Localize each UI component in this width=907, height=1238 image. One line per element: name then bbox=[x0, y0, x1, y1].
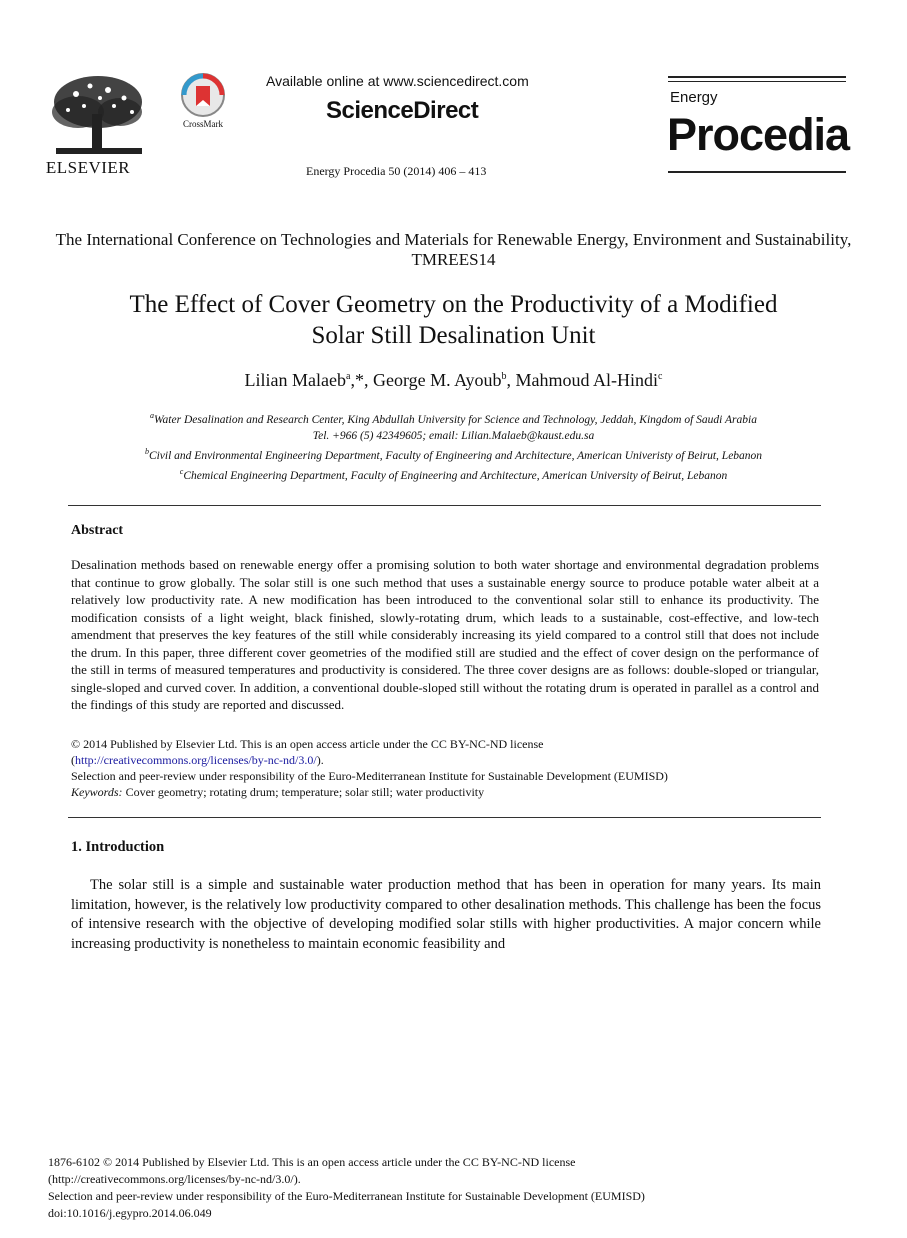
keywords-label: Keywords: bbox=[71, 785, 123, 799]
elsevier-logo bbox=[28, 72, 148, 182]
author-name: George M. Ayoub bbox=[372, 370, 502, 390]
abstract-heading: Abstract bbox=[71, 523, 124, 538]
author-name: Mahmoud Al-Hindi bbox=[515, 370, 658, 390]
doi[interactable]: doi:10.1016/j.egypro.2014.06.049 bbox=[48, 1206, 212, 1220]
intro-paragraph: The solar still is a simple and sustainable water production method that has been in operation for many years. Its main limitation, however, is the relatively low productivity compared to other desalination methods. This challenge has been the focus of intensive research with the objective of developing modified solar stills with higher productivities. A major concern while increasing productivity is nonetheless to maintain economic feasibility and bbox=[71, 877, 821, 952]
crossmark-label: CrossMark bbox=[183, 119, 223, 129]
peer-review-note: Selection and peer-review under responsibility of the Euro-Mediterranean Institute for Sustainable Development (EUMISD) bbox=[71, 769, 668, 783]
footer-copyright: 1876-6102 © 2014 Published by Elsevier Ltd. This is an open access article under the CC BY-NC-ND license bbox=[48, 1155, 576, 1169]
license-link[interactable]: http://creativecommons.org/licenses/by-nc-nd/3.0/ bbox=[75, 753, 317, 767]
footer-license-link[interactable]: http://creativecommons.org/licenses/by-nc-nd/3.0/ bbox=[52, 1172, 294, 1186]
author-affil-mark: c bbox=[657, 371, 663, 382]
abstract-text: Desalination methods based on renewable energy offer a promising solution to both water shortage and environmental degradation problems that continue to grow globally. The solar still is one such method that uses a sustainable energy source to produce potable water albeit at a relatively low productivity rate. A new modification has been introduced to the conventional solar still to enhance its productivity. The modification consists of a light weight, black finished, slowly-rotating drum, which leads to a sustainable, cost-effective, and low-tech amendment that preserves the key features of the still while considerably increasing its yield compared to a control still that does not include the drum. In this paper, three different cover geometries of the modified still are studied and the effect of cover design on the performance of the still in terms of measured temperatures and productivity is considered. The three cover designs are as follows: double-sloped or triangular, single-sloped and curved cover. In addition, a conventional double-sloped still without the rotating drum is operated in parallel as a control and the findings of this study are reported and discussed. bbox=[71, 557, 819, 712]
author-affil-mark: a bbox=[346, 371, 351, 382]
keywords-line bbox=[71, 784, 819, 800]
title-line-1: The Effect of Cover Geometry on the Productivity of a Modified bbox=[129, 291, 778, 318]
author-name: Lilian Malaeb bbox=[244, 370, 347, 390]
divider-top bbox=[68, 505, 821, 506]
affiliation-line bbox=[50, 464, 857, 484]
journal-series: Energy bbox=[670, 89, 718, 106]
copyright-notice: © 2014 Published by Elsevier Ltd. This is an open access article under the CC BY-NC-ND license bbox=[71, 737, 544, 751]
journal-reference: Energy Procedia 50 (2014) 406 – 413 bbox=[306, 164, 487, 178]
publisher-name: ELSEVIER bbox=[45, 158, 131, 177]
page-footer bbox=[48, 1154, 848, 1222]
license-link-line: (http://creativecommons.org/licenses/by-nc-nd/3.0/). bbox=[71, 753, 324, 767]
crossmark-icon bbox=[172, 72, 234, 118]
affiliation-mark: a bbox=[150, 411, 155, 420]
author-separator: ,*, bbox=[350, 370, 373, 390]
affiliation-line bbox=[50, 428, 857, 444]
author-affil-mark: b bbox=[501, 371, 507, 382]
abstract-license bbox=[71, 736, 819, 800]
keywords: Cover geometry; rotating drum; temperature; solar still; water productivity bbox=[125, 785, 485, 799]
affiliation-text: Civil and Environmental Engineering Department, Faculty of Engineering and Architecture, American Univeristy of Beirut, Lebanon bbox=[148, 449, 763, 462]
sciencedirect-logo: ScienceDirect bbox=[326, 97, 479, 124]
affiliation-text: Water Desalination and Research Center, King Abdullah University for Science and Technology, Jeddah, Kingdom of Saudi Arabia bbox=[154, 413, 757, 426]
conference-name: The International Conference on Technologies and Materials for Renewable Energy, Environment and Sustainability, TMREES14 bbox=[55, 230, 852, 269]
footer-peer-review: Selection and peer-review under responsibility of the Euro-Mediterranean Institute for Sustainable Development (EUMISD) bbox=[48, 1189, 645, 1203]
affiliation-text: Chemical Engineering Department, Faculty of Engineering and Architecture, American University of Beirut, Lebanon bbox=[183, 469, 728, 482]
section-heading: 1. Introduction bbox=[71, 839, 165, 855]
procedia-top-rule-thin bbox=[668, 81, 846, 82]
affiliation-text: Tel. +966 (5) 42349605; email: Lilian.Malaeb@kaust.edu.sa bbox=[312, 429, 595, 442]
affiliation-line bbox=[50, 444, 857, 464]
affiliation-mark: c bbox=[179, 466, 184, 476]
procedia-bottom-rule bbox=[668, 171, 846, 173]
available-online-text[interactable]: Available online at www.sciencedirect.com bbox=[266, 73, 529, 89]
affiliation-line bbox=[50, 408, 857, 428]
procedia-top-rule bbox=[668, 76, 846, 78]
affiliations bbox=[50, 408, 857, 483]
elsevier-tree-icon bbox=[28, 72, 148, 158]
author-separator: , bbox=[506, 370, 516, 390]
author-list bbox=[50, 370, 857, 391]
footer-license-line: (http://creativecommons.org/licenses/by-nc-nd/3.0/). bbox=[48, 1172, 301, 1186]
crossmark-badge[interactable] bbox=[172, 72, 234, 134]
paper-title bbox=[50, 289, 857, 351]
journal-name: Procedia bbox=[667, 109, 850, 160]
affiliation-mark: b bbox=[144, 446, 149, 456]
title-line-2: Solar Still Desalination Unit bbox=[311, 322, 596, 349]
divider-bottom bbox=[68, 817, 821, 818]
